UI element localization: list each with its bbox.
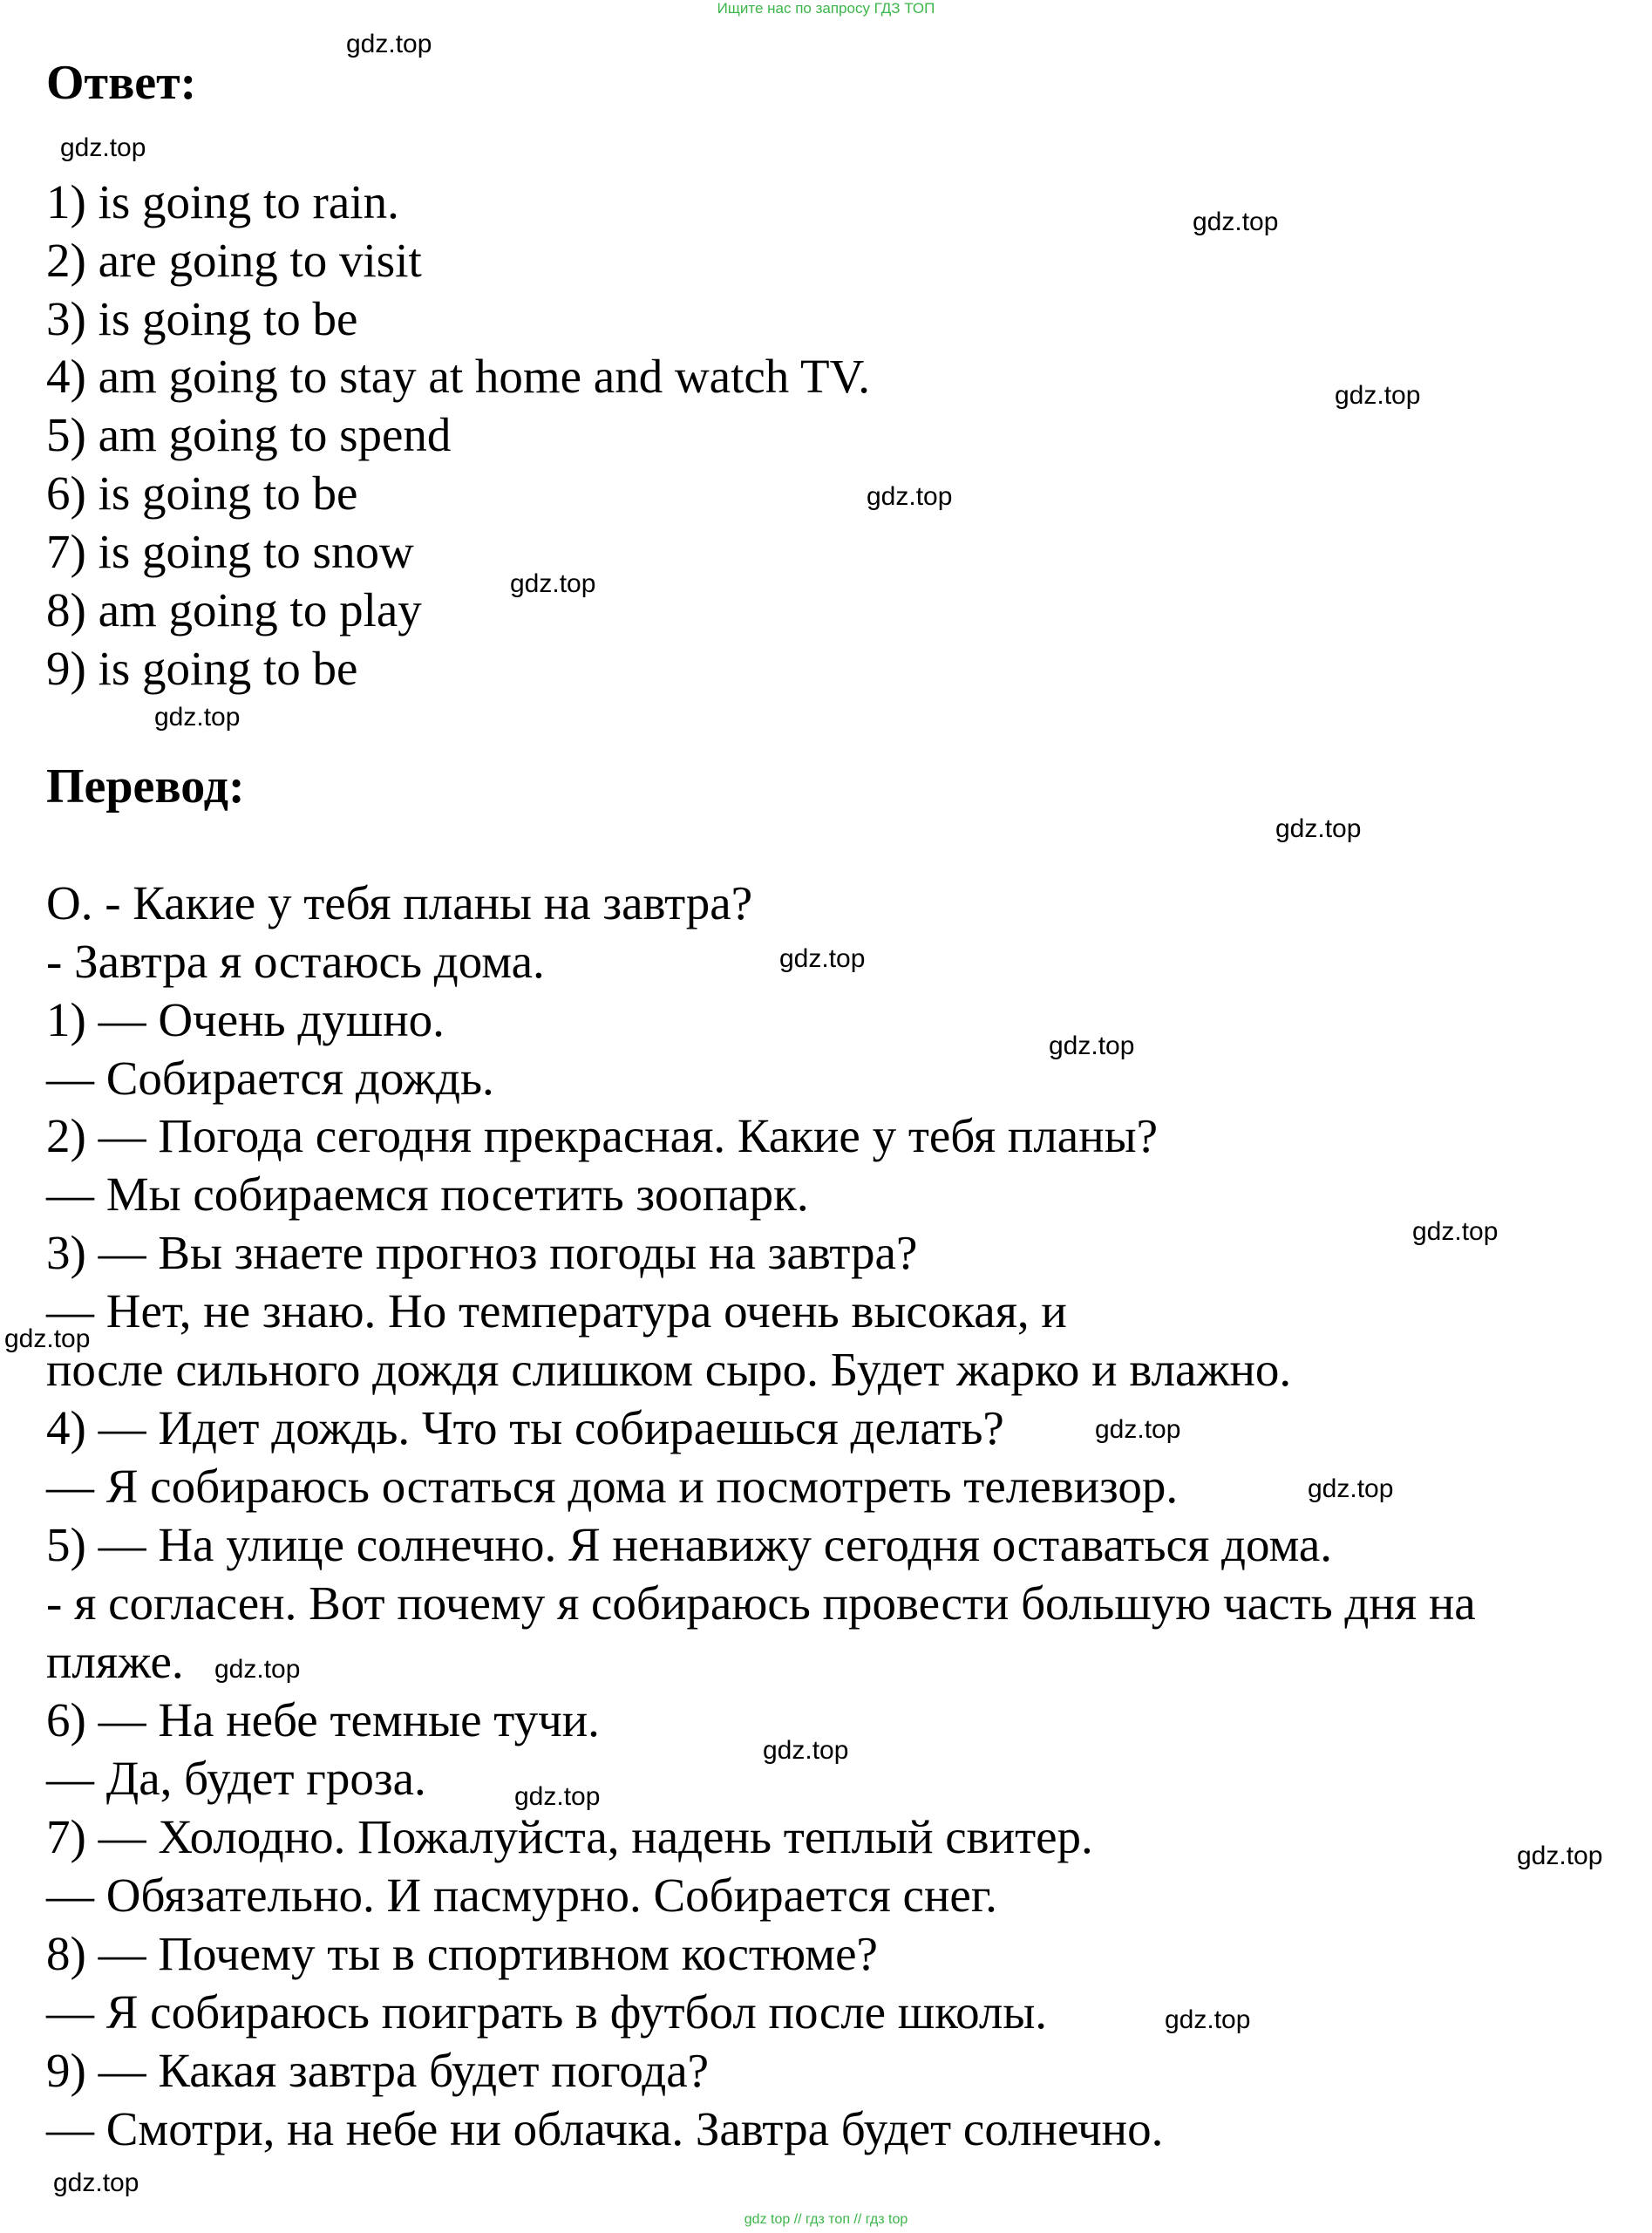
watermark: gdz.top bbox=[867, 482, 953, 511]
translation-line-4: — Собирается дождь. bbox=[46, 1052, 494, 1105]
watermark: gdz.top bbox=[1275, 814, 1362, 843]
answer-line-6: 6) is going to be bbox=[46, 466, 358, 520]
watermark: gdz.top bbox=[763, 1736, 849, 1765]
translation-line-3: 1) — Очень душно. bbox=[46, 993, 445, 1046]
footer-banner: gdz top // гдз топ // гдз top bbox=[744, 2212, 908, 2227]
translation-line-9: после сильного дождя слишком сыро. Будет жарко и влажно. bbox=[46, 1343, 1292, 1396]
answer-title: Ответ: bbox=[46, 56, 197, 110]
translation-line-19: 8) — Почему ты в спортивном костюме? bbox=[46, 1927, 878, 1980]
watermark: gdz.top bbox=[60, 133, 146, 162]
translation-line-17: 7) — Холодно. Пожалуйста, надень теплый свитер. bbox=[46, 1810, 1093, 1863]
answer-line-1: 1) is going to rain. bbox=[46, 175, 399, 228]
translation-line-2: - Завтра я остаюсь дома. bbox=[46, 935, 545, 988]
translation-line-20: — Я собираюсь поиграть в футбол после школы. bbox=[46, 1985, 1048, 2039]
answer-line-9: 9) is going to be bbox=[46, 642, 358, 695]
answer-line-8: 8) am going to play bbox=[46, 583, 422, 637]
watermark: gdz.top bbox=[214, 1655, 301, 1684]
answer-line-7: 7) is going to snow bbox=[46, 525, 414, 578]
translation-title: Перевод: bbox=[46, 759, 245, 814]
watermark: gdz.top bbox=[1193, 208, 1279, 236]
watermark: gdz.top bbox=[154, 703, 241, 732]
translation-line-16: — Да, будет гроза. bbox=[46, 1752, 426, 1805]
translation-line-21: 9) — Какая завтра будет погода? bbox=[46, 2044, 710, 2097]
translation-line-14: пляже. bbox=[46, 1635, 184, 1688]
watermark: gdz.top bbox=[1517, 1842, 1603, 1870]
watermark: gdz.top bbox=[4, 1324, 91, 1353]
watermark: gdz.top bbox=[1049, 1031, 1135, 1060]
translation-line-18: — Обязательно. И пасмурно. Собирается снег. bbox=[46, 1869, 997, 1922]
watermark: gdz.top bbox=[510, 569, 596, 598]
watermark: gdz.top bbox=[514, 1782, 601, 1811]
answer-line-5: 5) am going to spend bbox=[46, 408, 452, 461]
translation-line-7: 3) — Вы знаете прогноз погоды на завтра? bbox=[46, 1226, 918, 1279]
watermark: gdz.top bbox=[346, 30, 432, 58]
translation-line-11: — Я собираюсь остаться дома и посмотреть телевизор. bbox=[46, 1460, 1179, 1513]
translation-line-5: 2) — Погода сегодня прекрасная. Какие у тебя планы? bbox=[46, 1109, 1159, 1162]
translation-line-22: — Смотри, на небе ни облачка. Завтра будет солнечно. bbox=[46, 2102, 1164, 2155]
watermark: gdz.top bbox=[1412, 1217, 1499, 1246]
answer-line-2: 2) are going to visit bbox=[46, 234, 422, 287]
translation-line-10: 4) — Идет дождь. Что ты собираешься делать? bbox=[46, 1401, 1004, 1454]
translation-line-6: — Мы собираемся посетить зоопарк. bbox=[46, 1168, 809, 1221]
translation-line-13: - я согласен. Вот почему я собираюсь провести большую часть дня на bbox=[46, 1576, 1476, 1630]
top-banner: Ищите нас по запросу ГДЗ ТОП bbox=[717, 0, 935, 17]
watermark: gdz.top bbox=[1335, 381, 1421, 410]
watermark: gdz.top bbox=[1165, 2005, 1251, 2034]
watermark: gdz.top bbox=[1308, 1474, 1394, 1503]
watermark: gdz.top bbox=[53, 2168, 139, 2197]
watermark: gdz.top bbox=[1095, 1415, 1181, 1444]
translation-line-8: — Нет, не знаю. Но температура очень высокая, и bbox=[46, 1284, 1067, 1338]
translation-line-15: 6) — На небе темные тучи. bbox=[46, 1693, 600, 1746]
translation-line-1: О. - Какие у тебя планы на завтра? bbox=[46, 876, 753, 929]
answer-line-4: 4) am going to stay at home and watch TV. bbox=[46, 350, 871, 403]
translation-line-12: 5) — На улице солнечно. Я ненавижу сегодня оставаться дома. bbox=[46, 1518, 1333, 1571]
answer-line-3: 3) is going to be bbox=[46, 292, 358, 345]
watermark: gdz.top bbox=[779, 944, 866, 973]
